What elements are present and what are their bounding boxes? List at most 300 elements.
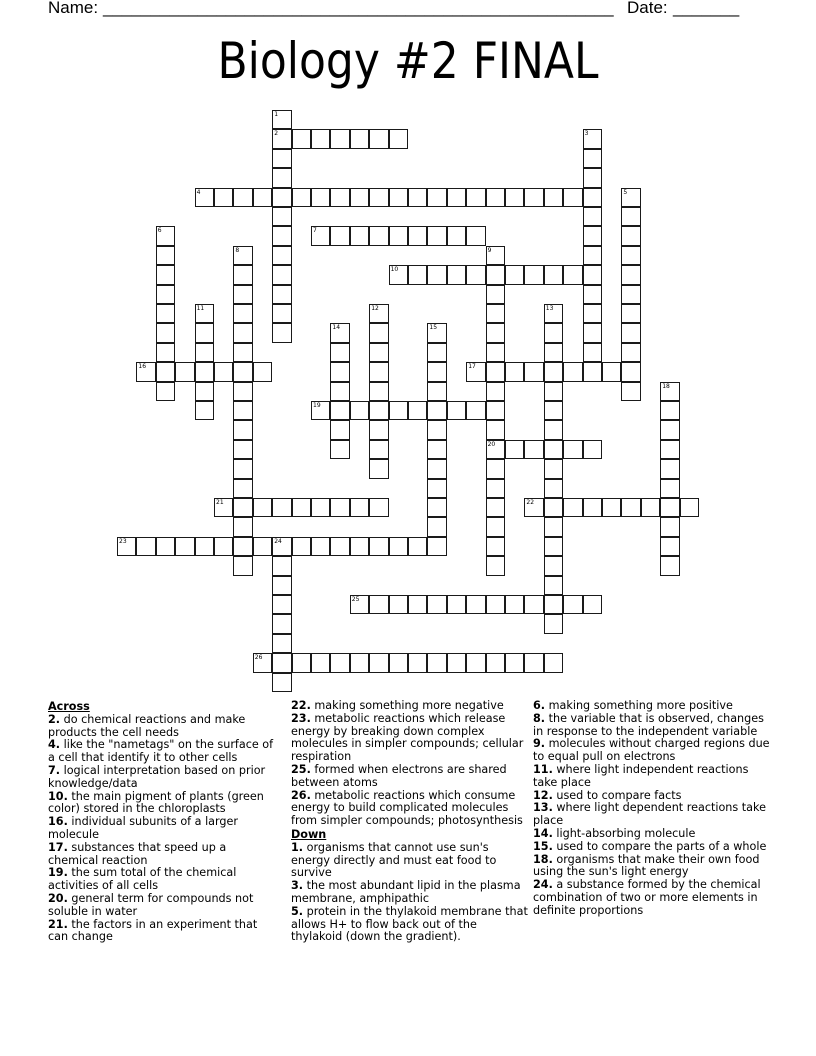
grid-cell[interactable] [544,382,563,401]
grid-cell[interactable] [233,362,252,381]
grid-cell[interactable] [369,653,388,672]
grid-cell[interactable] [408,653,427,672]
grid-cell[interactable] [350,226,369,245]
grid-cell[interactable] [660,401,679,420]
grid-cell[interactable] [369,129,388,148]
grid-cell[interactable] [389,226,408,245]
grid-cell[interactable] [486,440,505,459]
grid-cell[interactable] [466,595,485,614]
grid-cell[interactable] [272,246,291,265]
grid-cell[interactable] [330,382,349,401]
grid-cell[interactable] [136,362,155,381]
grid-cell[interactable] [427,537,446,556]
grid-cell[interactable] [505,362,524,381]
grid-cell[interactable] [156,323,175,342]
grid-cell[interactable] [272,265,291,284]
grid-cell[interactable] [330,498,349,517]
grid-cell[interactable] [292,129,311,148]
clue-text: making something more negative [310,699,504,712]
grid-cell[interactable] [389,265,408,284]
grid-cell[interactable] [195,323,214,342]
grid-cell[interactable] [544,459,563,478]
grid-cell[interactable] [621,188,640,207]
grid-cell[interactable] [427,653,446,672]
grid-cell[interactable] [427,401,446,420]
grid-cell[interactable] [369,595,388,614]
grid-cell[interactable] [330,537,349,556]
clue-number: 9. [533,737,546,751]
grid-cell[interactable] [486,420,505,439]
grid-cell[interactable] [292,653,311,672]
grid-cell[interactable] [195,362,214,381]
grid-cell[interactable] [214,537,233,556]
grid-cell[interactable] [272,634,291,653]
grid-cell[interactable] [233,304,252,323]
grid-cell[interactable] [486,595,505,614]
grid-cell[interactable] [621,207,640,226]
clue-number: 19. [48,866,68,880]
grid-cell[interactable] [466,226,485,245]
grid-cell[interactable] [621,343,640,362]
grid-cell[interactable] [660,537,679,556]
grid-cell[interactable] [524,653,543,672]
grid-cell[interactable] [583,285,602,304]
grid-cell[interactable] [660,556,679,575]
grid-cell[interactable] [272,653,291,672]
clue-text: formed when electrons are shared between atoms [291,762,507,789]
grid-cell[interactable] [505,595,524,614]
grid-cell[interactable] [486,285,505,304]
grid-cell[interactable] [389,188,408,207]
grid-cell[interactable] [583,226,602,245]
grid-cell[interactable] [389,595,408,614]
grid-cell[interactable] [175,537,194,556]
grid-cell[interactable] [466,265,485,284]
grid-cell[interactable] [524,265,543,284]
grid-cell[interactable] [195,537,214,556]
grid-cell[interactable] [156,246,175,265]
clue-text: making something more positive [545,699,733,712]
grid-cell[interactable] [233,188,252,207]
grid-cell[interactable] [408,265,427,284]
grid-cell[interactable] [544,653,563,672]
grid-cell[interactable] [292,537,311,556]
grid-cell[interactable] [311,129,330,148]
grid-cell[interactable] [330,226,349,245]
grid-cell[interactable] [156,382,175,401]
name-field[interactable]: ______________________________________________________ [103,0,614,17]
grid-cell[interactable] [602,498,621,517]
grid-cell[interactable] [544,343,563,362]
grid-cell[interactable] [544,401,563,420]
grid-cell[interactable] [233,246,252,265]
grid-cell[interactable] [175,362,194,381]
grid-cell[interactable] [233,401,252,420]
grid-cell[interactable] [253,653,272,672]
grid-cell[interactable] [427,498,446,517]
grid-cell[interactable] [369,343,388,362]
grid-cell[interactable] [544,576,563,595]
grid-cell[interactable] [272,537,291,556]
grid-cell[interactable] [544,517,563,536]
grid-cell[interactable] [660,420,679,439]
grid-cell[interactable] [466,188,485,207]
grid-cell[interactable] [233,265,252,284]
grid-cell[interactable] [427,188,446,207]
grid-cell[interactable] [330,323,349,342]
clue-down-24 [533,879,773,917]
clue-across-20 [48,893,280,919]
clue-number: 1 [274,111,279,118]
grid-cell[interactable] [660,517,679,536]
grid-cell[interactable] [195,304,214,323]
grid-cell[interactable] [156,304,175,323]
grid-cell[interactable] [486,498,505,517]
grid-cell[interactable] [214,188,233,207]
clue-number: 17 [468,363,476,371]
grid-cell[interactable] [486,265,505,284]
grid-cell[interactable] [350,401,369,420]
clue-text: do chemical reactions and make products the cell needs [48,712,246,739]
grid-cell[interactable] [311,226,330,245]
grid-cell[interactable] [524,362,543,381]
grid-cell[interactable] [524,595,543,614]
grid-cell[interactable] [505,188,524,207]
grid-cell[interactable] [272,188,291,207]
grid-cell[interactable] [621,265,640,284]
grid-cell[interactable] [621,246,640,265]
grid-cell[interactable] [544,537,563,556]
grid-cell[interactable] [466,362,485,381]
grid-cell[interactable] [505,265,524,284]
grid-cell[interactable] [272,614,291,633]
grid-cell[interactable] [466,401,485,420]
grid-cell[interactable] [486,382,505,401]
grid-cell[interactable] [486,246,505,265]
clue-number: 23. [291,711,311,725]
grid-cell[interactable] [583,362,602,381]
grid-cell[interactable] [447,265,466,284]
grid-cell[interactable] [117,537,136,556]
grid-cell[interactable] [389,401,408,420]
grid-cell[interactable] [486,304,505,323]
grid-cell[interactable] [486,537,505,556]
grid-cell[interactable] [350,595,369,614]
grid-cell[interactable] [621,323,640,342]
header [0,0,816,20]
grid-cell[interactable] [583,323,602,342]
grid-cell[interactable] [583,129,602,148]
grid-cell[interactable] [272,226,291,245]
grid-cell[interactable] [427,440,446,459]
grid-cell[interactable] [544,595,563,614]
clue-number: 20. [48,891,68,905]
grid-cell[interactable] [486,459,505,478]
grid-cell[interactable] [272,149,291,168]
grid-cell[interactable] [583,246,602,265]
grid-cell[interactable] [369,382,388,401]
clue-number: 10 [390,266,399,274]
grid-cell[interactable] [330,343,349,362]
grid-cell[interactable] [195,382,214,401]
grid-cell[interactable] [156,285,175,304]
grid-cell[interactable] [583,304,602,323]
grid-cell[interactable] [427,479,446,498]
grid-cell[interactable] [583,207,602,226]
grid-cell[interactable] [350,653,369,672]
grid-cell[interactable] [156,226,175,245]
grid-cell[interactable] [544,556,563,575]
grid-cell[interactable] [330,362,349,381]
grid-cell[interactable] [156,537,175,556]
grid-cell[interactable] [563,498,582,517]
grid-cell[interactable] [544,498,563,517]
grid-cell[interactable] [272,576,291,595]
grid-cell[interactable] [272,673,291,692]
grid-cell[interactable] [544,614,563,633]
grid-cell[interactable] [272,595,291,614]
grid-cell[interactable] [660,459,679,478]
grid-cell[interactable] [369,459,388,478]
grid-cell[interactable] [350,498,369,517]
grid-cell[interactable] [311,188,330,207]
grid-cell[interactable] [486,343,505,362]
grid-cell[interactable] [641,498,660,517]
grid-cell[interactable] [369,226,388,245]
grid-cell[interactable] [156,362,175,381]
grid-cell[interactable] [330,129,349,148]
grid-cell[interactable] [233,537,252,556]
grid-cell[interactable] [621,382,640,401]
grid-cell[interactable] [447,595,466,614]
grid-cell[interactable] [311,498,330,517]
grid-cell[interactable] [427,362,446,381]
grid-cell[interactable] [272,323,291,342]
grid-cell[interactable] [292,188,311,207]
clues-column-3 [533,700,773,918]
grid-cell[interactable] [195,188,214,207]
clue-number: 7 [313,227,317,235]
grid-cell[interactable] [330,440,349,459]
grid-cell[interactable] [583,188,602,207]
grid-cell[interactable] [330,653,349,672]
grid-cell[interactable] [350,188,369,207]
grid-cell[interactable] [136,537,155,556]
grid-cell[interactable] [583,149,602,168]
clue-text: individual subunits of a larger molecule [48,815,239,841]
grid-cell[interactable] [408,401,427,420]
grid-cell[interactable] [544,304,563,323]
grid-cell[interactable] [233,479,252,498]
clue-text: used to compare facts [552,788,682,802]
grid-cell[interactable] [583,343,602,362]
grid-cell[interactable] [369,401,388,420]
grid-cell[interactable] [253,537,272,556]
grid-cell[interactable] [156,265,175,284]
grid-cell[interactable] [233,517,252,536]
grid-cell[interactable] [466,653,485,672]
grid-cell[interactable] [369,498,388,517]
grid-cell[interactable] [486,479,505,498]
grid-cell[interactable] [427,382,446,401]
grid-cell[interactable] [427,595,446,614]
clue-number: 9 [487,246,492,254]
grid-cell[interactable] [427,517,446,536]
grid-cell[interactable] [408,537,427,556]
grid-cell[interactable] [486,188,505,207]
grid-cell[interactable] [233,420,252,439]
grid-cell[interactable] [524,188,543,207]
grid-cell[interactable] [544,188,563,207]
grid-cell[interactable] [427,265,446,284]
grid-cell[interactable] [544,479,563,498]
grid-cell[interactable] [389,129,408,148]
grid-cell[interactable] [195,343,214,362]
grid-cell[interactable] [156,343,175,362]
grid-cell[interactable] [660,498,679,517]
grid-cell[interactable] [486,653,505,672]
grid-cell[interactable] [583,498,602,517]
grid-cell[interactable] [233,440,252,459]
grid-cell[interactable] [369,420,388,439]
grid-cell[interactable] [660,479,679,498]
grid-cell[interactable] [427,323,446,342]
grid-cell[interactable] [311,401,330,420]
grid-cell[interactable] [621,304,640,323]
grid-cell[interactable] [544,323,563,342]
grid-cell[interactable] [195,401,214,420]
clue-text: substances that speed up a chemical reaction [48,840,227,867]
grid-cell[interactable] [563,265,582,284]
grid-cell[interactable] [272,285,291,304]
grid-cell[interactable] [233,382,252,401]
clue-across-25 [291,764,529,790]
grid-cell[interactable] [233,343,252,362]
grid-cell[interactable] [369,440,388,459]
grid-cell[interactable] [253,498,272,517]
grid-cell[interactable] [583,595,602,614]
grid-cell[interactable] [447,226,466,245]
clue-number: 6. [533,699,546,712]
grid-cell[interactable] [408,188,427,207]
grid-cell[interactable] [233,498,252,517]
grid-cell[interactable] [680,498,699,517]
grid-cell[interactable] [544,265,563,284]
grid-cell[interactable] [253,188,272,207]
grid-cell[interactable] [486,517,505,536]
grid-cell[interactable] [544,420,563,439]
clue-number: 19 [313,402,321,409]
grid-cell[interactable] [447,653,466,672]
grid-cell[interactable] [389,537,408,556]
clue-text: metabolic reactions which release energy by breaking down complex molecules in simpler compounds; cellular respiration [291,711,524,764]
grid-cell[interactable] [330,188,349,207]
grid-cell[interactable] [272,556,291,575]
grid-cell[interactable] [427,420,446,439]
clue-number: 8. [533,711,546,725]
grid-cell[interactable] [563,440,582,459]
grid-cell[interactable] [486,556,505,575]
grid-cell[interactable] [544,362,563,381]
grid-cell[interactable] [408,226,427,245]
grid-cell[interactable] [253,362,272,381]
grid-cell[interactable] [408,595,427,614]
grid-cell[interactable] [369,188,388,207]
grid-cell[interactable] [660,440,679,459]
clue-number: 25 [351,596,360,603]
grid-cell[interactable] [447,188,466,207]
grid-cell[interactable] [272,129,291,148]
grid-cell[interactable] [447,401,466,420]
grid-cell[interactable] [427,226,446,245]
grid-cell[interactable] [369,323,388,342]
grid-cell[interactable] [563,595,582,614]
date-field[interactable]: _______ [673,0,740,17]
grid-cell[interactable] [486,362,505,381]
grid-cell[interactable] [272,498,291,517]
grid-cell[interactable] [272,110,291,129]
grid-cell[interactable] [563,362,582,381]
grid-cell[interactable] [233,285,252,304]
clue-down-18 [533,854,773,880]
grid-cell[interactable] [621,226,640,245]
grid-cell[interactable] [583,265,602,284]
grid-cell[interactable] [505,653,524,672]
clue-number: 21. [48,917,68,931]
grid-cell[interactable] [621,498,640,517]
grid-cell[interactable] [311,537,330,556]
grid-cell[interactable] [486,323,505,342]
grid-cell[interactable] [524,440,543,459]
clue-text: organisms that cannot use sun's energy directly and must eat food to survive [291,840,497,880]
grid-cell[interactable] [272,168,291,187]
grid-cell[interactable] [311,653,330,672]
grid-cell[interactable] [233,459,252,478]
grid-cell[interactable] [660,382,679,401]
grid-cell[interactable] [272,207,291,226]
grid-cell[interactable] [214,362,233,381]
grid-cell[interactable] [330,420,349,439]
grid-cell[interactable] [621,285,640,304]
grid-cell[interactable] [427,459,446,478]
grid-cell[interactable] [621,362,640,381]
grid-cell[interactable] [505,440,524,459]
grid-cell[interactable] [563,188,582,207]
grid-cell[interactable] [389,653,408,672]
grid-cell[interactable] [524,498,543,517]
grid-cell[interactable] [214,498,233,517]
clue-number: 5. [291,904,304,918]
grid-cell[interactable] [369,537,388,556]
grid-cell[interactable] [233,556,252,575]
grid-cell[interactable] [369,304,388,323]
grid-cell[interactable] [544,440,563,459]
grid-cell[interactable] [350,129,369,148]
grid-cell[interactable] [350,537,369,556]
clue-number: 8 [235,246,240,254]
grid-cell[interactable] [369,362,388,381]
grid-cell[interactable] [602,362,621,381]
grid-cell[interactable] [233,323,252,342]
grid-cell[interactable] [292,498,311,517]
clue-number: 13. [533,801,553,815]
grid-cell[interactable] [486,401,505,420]
grid-cell[interactable] [330,401,349,420]
grid-cell[interactable] [583,168,602,187]
grid-cell[interactable] [427,343,446,362]
grid-cell[interactable] [583,440,602,459]
grid-cell[interactable] [272,304,291,323]
